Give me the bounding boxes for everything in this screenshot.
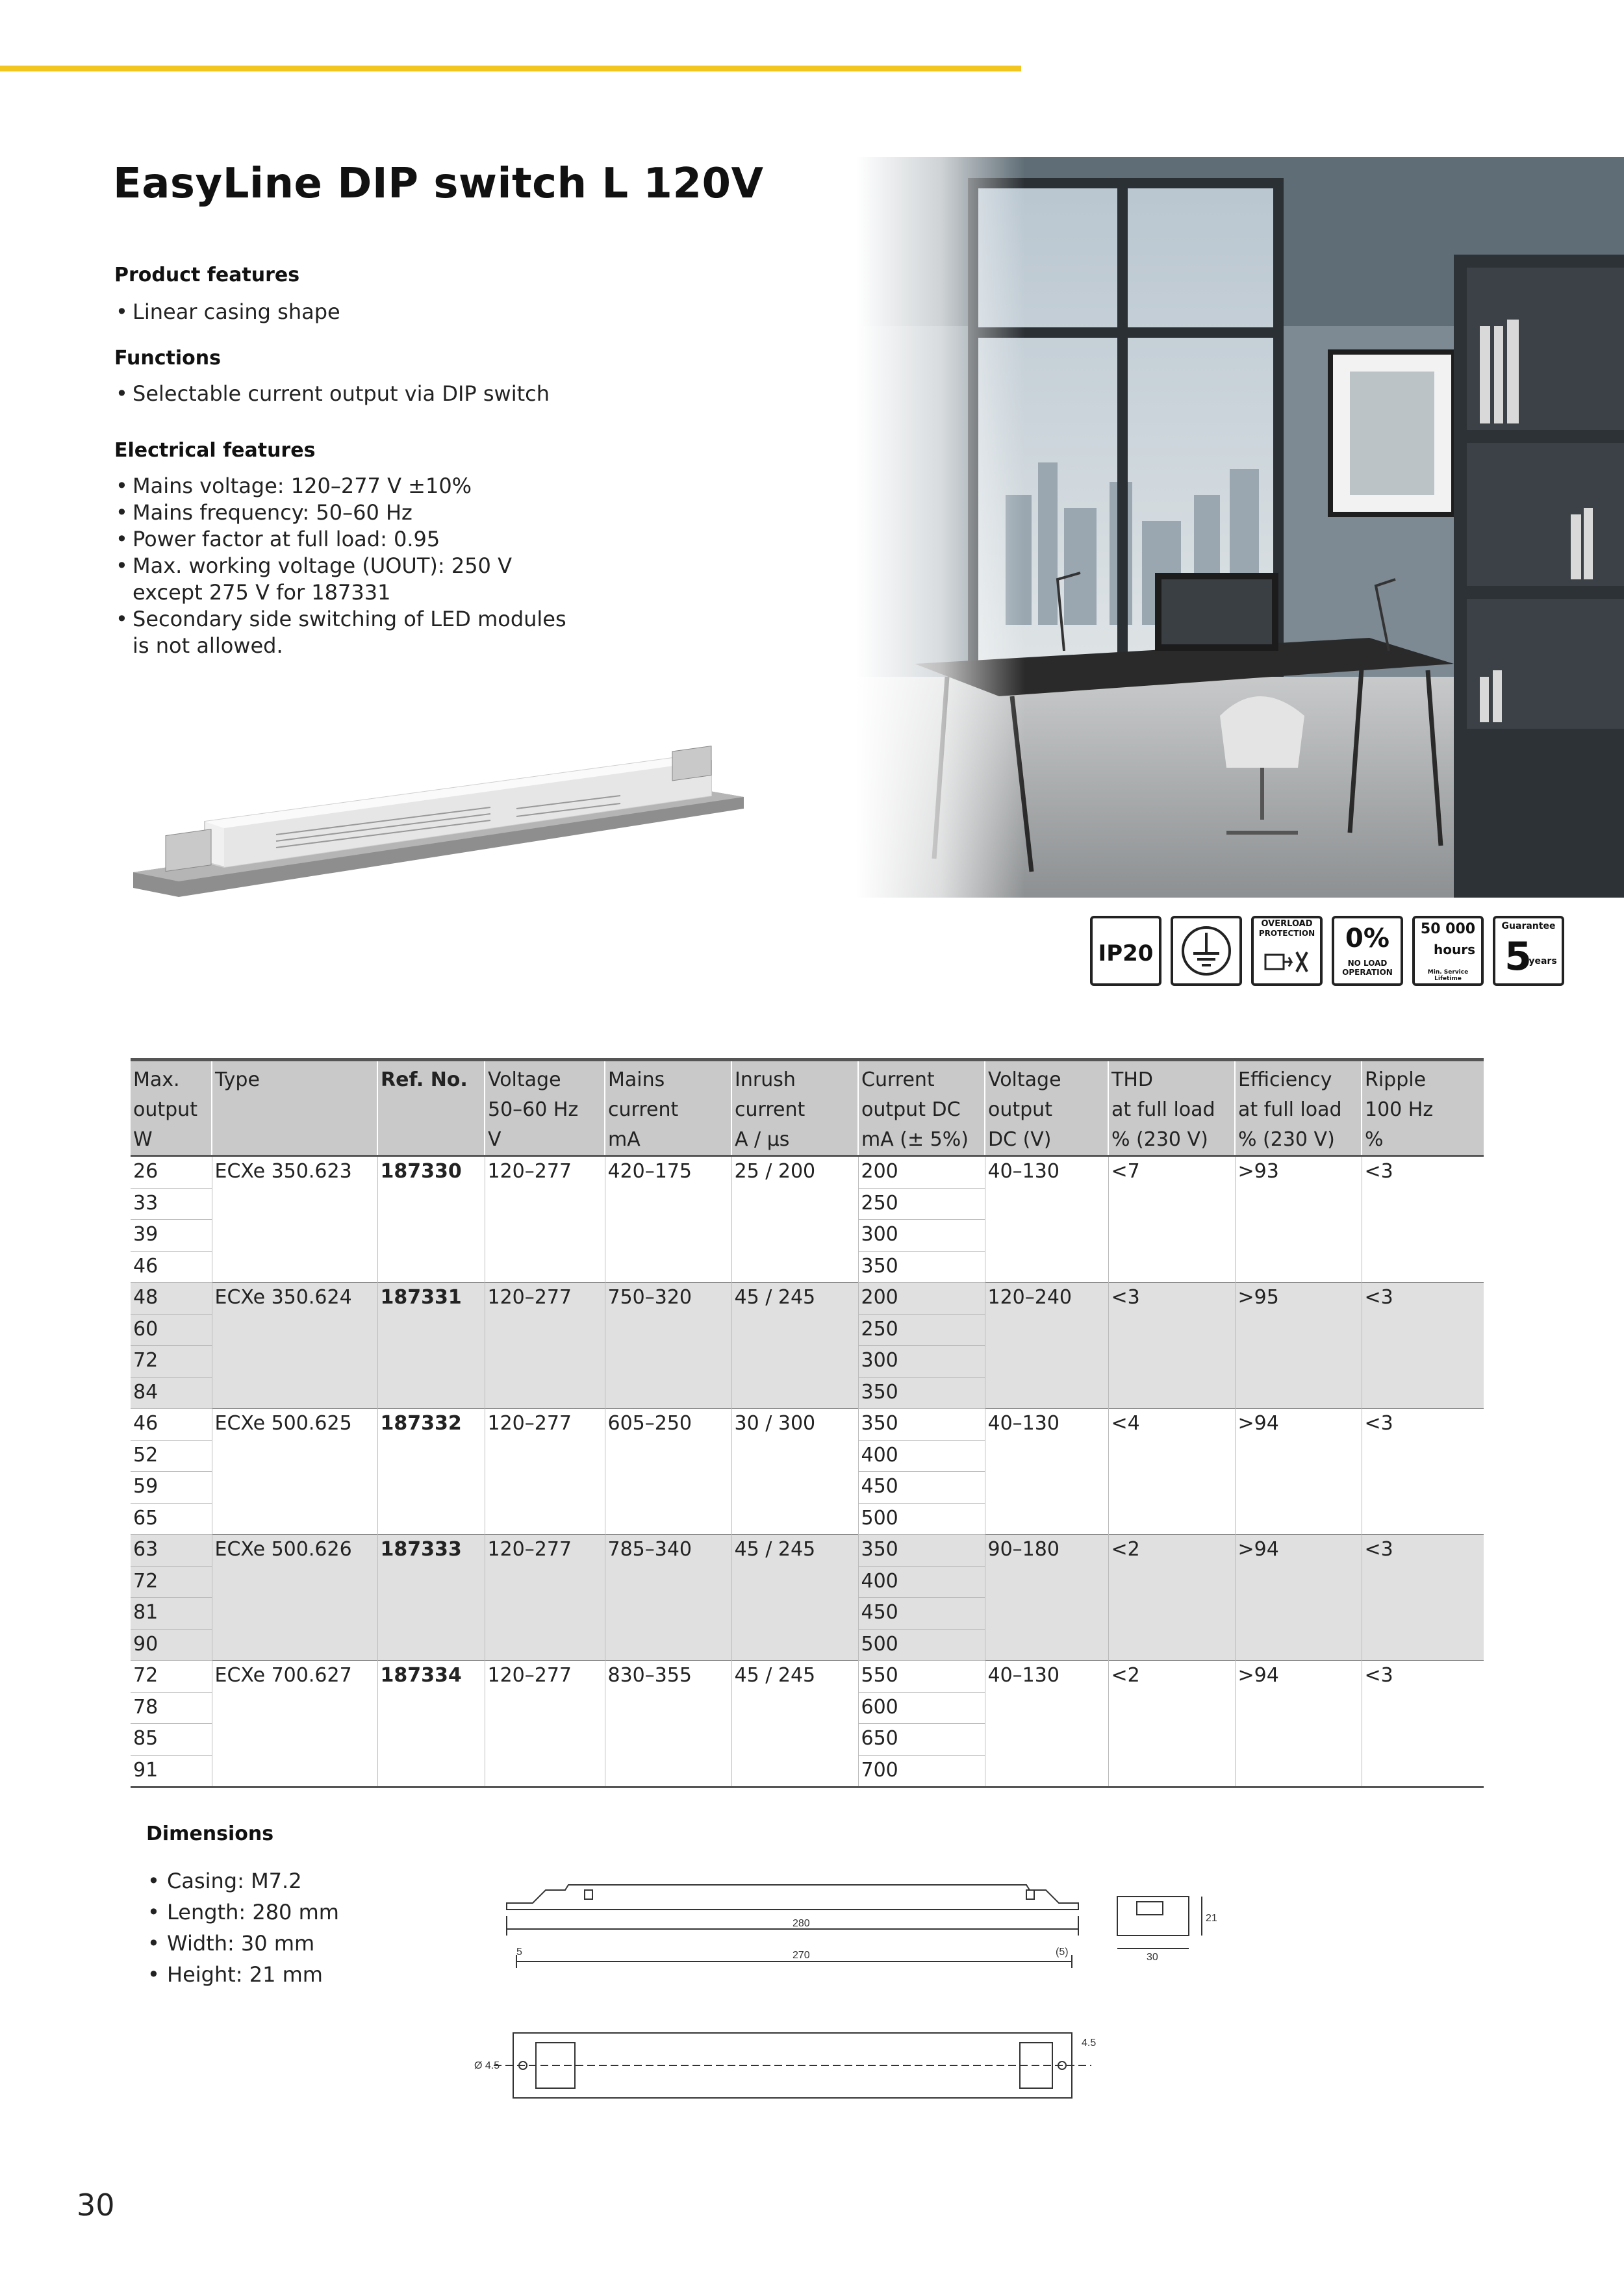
cell-ref-no: 187333 (377, 1535, 485, 1661)
col-voltage-output: Voltage output DC (V) (985, 1060, 1108, 1156)
cell-voltage: 120–277 (485, 1283, 605, 1409)
col-inrush-current: Inrush current A / µs (731, 1060, 858, 1156)
cell-ref-no: 187332 (377, 1409, 485, 1535)
col-max-output: Max. output W (131, 1060, 212, 1156)
cell-mains-current: 750–320 (605, 1283, 731, 1409)
ip-label: IP20 (1098, 940, 1154, 966)
cell-current-output: 350 (858, 1377, 985, 1409)
cell-current-output: 500 (858, 1503, 985, 1535)
page-number: 30 (77, 2188, 115, 2223)
table-row (131, 1661, 1484, 1693)
functions-list (114, 381, 550, 407)
cell-current-output: 450 (858, 1472, 985, 1504)
lifetime-unit: hours (1434, 942, 1475, 957)
no-load-badge (1332, 916, 1403, 986)
col-current-output: Current output DC mA (± 5%) (858, 1060, 985, 1156)
cell-type: ECXe 350.623 (212, 1156, 377, 1283)
cell-max-output: 65 (131, 1503, 212, 1535)
cell-max-output: 84 (131, 1377, 212, 1409)
cell-current-output: 650 (858, 1724, 985, 1756)
electrical-heading: Electrical features (114, 439, 316, 462)
table-row (131, 1535, 1484, 1567)
ground-icon (1171, 916, 1242, 986)
noload-label-a: NO LOAD (1347, 959, 1388, 968)
cell-current-output: 300 (858, 1220, 985, 1252)
cell-voltage: 120–277 (485, 1409, 605, 1535)
product-image (127, 744, 750, 913)
cell-mains-current: 605–250 (605, 1409, 731, 1535)
dim-hole: Ø 4.5 (474, 2060, 500, 2071)
earth-symbol-icon (1173, 918, 1239, 983)
accent-bar (0, 66, 1021, 71)
cell-ripple: <3 (1362, 1535, 1484, 1661)
cell-thd: <7 (1108, 1156, 1235, 1283)
cell-efficiency: >93 (1235, 1156, 1362, 1283)
overload-icon (1263, 946, 1312, 978)
cell-efficiency: >94 (1235, 1535, 1362, 1661)
list-item: • Max. working voltage (UOUT): 250 V except 275 V for 187331 (114, 553, 582, 606)
guarantee-years: 5 (1504, 934, 1532, 979)
cell-voltage: 120–277 (485, 1156, 605, 1283)
col-mains-current: Mains current mA (605, 1060, 731, 1156)
cell-thd: <3 (1108, 1283, 1235, 1409)
cell-current-output: 550 (858, 1661, 985, 1693)
dim-total-length: 280 (793, 1918, 810, 1929)
product-table (131, 1058, 1484, 1788)
dimensions-heading: Dimensions (146, 1823, 274, 1845)
cell-current-output: 500 (858, 1629, 985, 1661)
cell-ripple: <3 (1362, 1409, 1484, 1535)
cell-voltage-output: 120–240 (985, 1283, 1108, 1409)
noload-pct: 0% (1345, 924, 1389, 953)
cell-current-output: 400 (858, 1440, 985, 1472)
cell-current-output: 250 (858, 1314, 985, 1346)
col-efficiency: Efficiency at full load % (230 V) (1235, 1060, 1362, 1156)
list-item: • Power factor at full load: 0.95 (114, 526, 582, 553)
guarantee-unit: years (1529, 956, 1557, 966)
cell-max-output: 90 (131, 1629, 212, 1661)
cell-max-output: 81 (131, 1598, 212, 1630)
cell-mains-current: 420–175 (605, 1156, 731, 1283)
cell-max-output: 39 (131, 1220, 212, 1252)
table-row (131, 1283, 1484, 1315)
electrical-list (114, 473, 582, 659)
cell-max-output: 26 (131, 1156, 212, 1189)
cell-current-output: 400 (858, 1566, 985, 1598)
cell-type: ECXe 700.627 (212, 1661, 377, 1787)
cell-max-output: 72 (131, 1566, 212, 1598)
cell-ref-no: 187331 (377, 1283, 485, 1409)
feature-badges (1090, 916, 1564, 987)
list-item: • Length: 280 mm (146, 1897, 339, 1928)
dim-inner-length: 270 (793, 1950, 810, 1961)
col-voltage: Voltage 50–60 Hz V (485, 1060, 605, 1156)
functions-heading: Functions (114, 347, 221, 370)
dim-left-offset: 5 (516, 1947, 522, 1958)
overload-protection-badge (1251, 916, 1323, 986)
cell-max-output: 91 (131, 1755, 212, 1787)
dim-width: 30 (1147, 1952, 1158, 1963)
dim-height: 21 (1206, 1913, 1217, 1924)
cell-max-output: 72 (131, 1661, 212, 1693)
cell-max-output: 59 (131, 1472, 212, 1504)
cell-ref-no: 187334 (377, 1661, 485, 1787)
office-scene (856, 157, 1624, 898)
cell-inrush-current: 45 / 245 (731, 1661, 858, 1787)
noload-label-b: OPERATION (1342, 968, 1393, 977)
cell-thd: <2 (1108, 1661, 1235, 1787)
table-header-row (131, 1060, 1484, 1156)
page-title: EasyLine DIP switch L 120V (113, 160, 764, 208)
list-item: • Mains voltage: 120–277 V ±10% (114, 473, 582, 499)
cell-current-output: 450 (858, 1598, 985, 1630)
lifetime-number: 50 000 (1420, 921, 1476, 937)
cell-type: ECXe 500.626 (212, 1535, 377, 1661)
cell-voltage-output: 40–130 (985, 1661, 1108, 1787)
cell-current-output: 350 (858, 1409, 985, 1441)
cell-current-output: 700 (858, 1755, 985, 1787)
cell-current-output: 600 (858, 1692, 985, 1724)
list-item: • Casing: M7.2 (146, 1865, 339, 1897)
cell-inrush-current: 30 / 300 (731, 1409, 858, 1535)
cell-max-output: 72 (131, 1346, 212, 1378)
product-features-list (114, 299, 340, 325)
list-item: • Mains frequency: 50–60 Hz (114, 499, 582, 526)
cell-efficiency: >94 (1235, 1661, 1362, 1787)
cell-current-output: 350 (858, 1535, 985, 1567)
list-item: • Height: 21 mm (146, 1959, 339, 1990)
dim-right-offset: (5) (1056, 1947, 1069, 1958)
col-type: Type (212, 1060, 377, 1156)
cell-current-output: 250 (858, 1188, 985, 1220)
cell-ref-no: 187330 (377, 1156, 485, 1283)
ip20-badge (1090, 916, 1161, 986)
cell-voltage-output: 90–180 (985, 1535, 1108, 1661)
cell-voltage: 120–277 (485, 1535, 605, 1661)
cell-max-output: 85 (131, 1724, 212, 1756)
cell-inrush-current: 45 / 245 (731, 1283, 858, 1409)
list-item: • Secondary side switching of LED modules is not allowed. (114, 606, 582, 659)
table-body (131, 1156, 1484, 1787)
table-row (131, 1156, 1484, 1189)
cell-max-output: 46 (131, 1409, 212, 1441)
cell-max-output: 63 (131, 1535, 212, 1567)
dimensions-list (146, 1865, 339, 1990)
list-item: • Linear casing shape (114, 299, 340, 325)
cell-type: ECXe 350.624 (212, 1283, 377, 1409)
list-item: • Selectable current output via DIP switch (114, 381, 550, 407)
list-item: • Width: 30 mm (146, 1928, 339, 1959)
cell-max-output: 33 (131, 1188, 212, 1220)
overload-label-b: PROTECTION (1258, 929, 1315, 938)
cell-thd: <4 (1108, 1409, 1235, 1535)
cell-current-output: 350 (858, 1251, 985, 1283)
cell-max-output: 46 (131, 1251, 212, 1283)
cell-mains-current: 830–355 (605, 1661, 731, 1787)
table-row (131, 1409, 1484, 1441)
cell-max-output: 60 (131, 1314, 212, 1346)
cell-efficiency: >95 (1235, 1283, 1362, 1409)
cell-max-output: 52 (131, 1440, 212, 1472)
cell-efficiency: >94 (1235, 1409, 1362, 1535)
guarantee-label: Guarantee (1501, 921, 1556, 931)
dim-hole-right: 4.5 (1082, 2037, 1097, 2049)
cell-mains-current: 785–340 (605, 1535, 731, 1661)
cell-max-output: 48 (131, 1283, 212, 1315)
cell-ripple: <3 (1362, 1661, 1484, 1787)
product-features-heading: Product features (114, 264, 300, 286)
lifetime-badge (1412, 916, 1484, 986)
cell-voltage-output: 40–130 (985, 1156, 1108, 1283)
cell-ripple: <3 (1362, 1283, 1484, 1409)
guarantee-badge (1493, 916, 1564, 986)
col-ref-no: Ref. No. (377, 1060, 485, 1156)
cell-max-output: 78 (131, 1692, 212, 1724)
office-photo (856, 157, 1624, 898)
overload-label-a: OVERLOAD (1261, 919, 1313, 929)
col-thd: THD at full load % (230 V) (1108, 1060, 1235, 1156)
cell-inrush-current: 25 / 200 (731, 1156, 858, 1283)
cell-current-output: 200 (858, 1156, 985, 1189)
cell-type: ECXe 500.625 (212, 1409, 377, 1535)
cell-ripple: <3 (1362, 1156, 1484, 1283)
lifetime-note: Min. Service Lifetime (1427, 969, 1469, 982)
cell-voltage-output: 40–130 (985, 1409, 1108, 1535)
cell-inrush-current: 45 / 245 (731, 1535, 858, 1661)
col-ripple: Ripple 100 Hz % (1362, 1060, 1484, 1156)
cell-thd: <2 (1108, 1535, 1235, 1661)
cell-current-output: 300 (858, 1346, 985, 1378)
cell-voltage: 120–277 (485, 1661, 605, 1787)
dimension-drawing (455, 1871, 1234, 2130)
cell-current-output: 200 (858, 1283, 985, 1315)
